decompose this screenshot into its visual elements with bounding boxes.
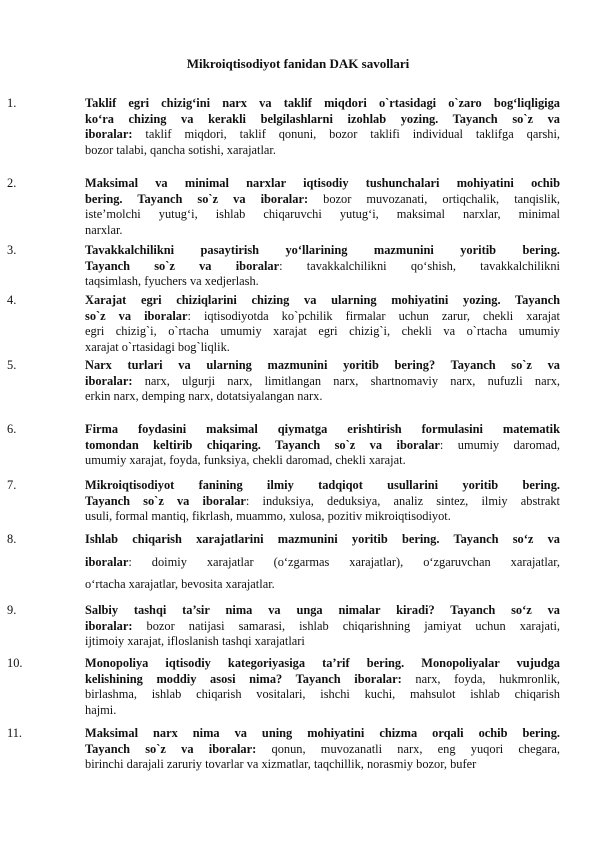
question-item <box>7 528 560 596</box>
question-line <box>85 494 560 510</box>
bold-text: Tavakkalchilikni pasaytirish yo‘llarining mazmunini yoritib bering. <box>85 243 560 257</box>
bold-text: Firma foydasini maksimal qiymatga erishtirish formulasini matematik <box>85 422 560 436</box>
regular-text: xarajat o`rtasidagi bog`liqlik. <box>85 339 230 354</box>
question-line <box>85 453 560 469</box>
regular-text: narxlar. <box>85 222 123 237</box>
regular-text: erkin narx, demping narx, dotatsiyalangan narx. <box>85 389 323 404</box>
question-number: 3. <box>7 243 17 257</box>
question-line <box>85 422 560 438</box>
question-line <box>85 551 560 574</box>
question-line <box>85 438 560 454</box>
regular-text: usuli, formal mantiq, fikrlash, muammo, xulosa, pozitiv mikroiqtisodiyot. <box>85 509 451 524</box>
question-line <box>85 293 560 309</box>
regular-text: : umumiy daromad, <box>439 437 560 452</box>
bold-text: Narx turlari va ularning mazmunini yoritib bering? Tayanch so`z va <box>85 358 560 372</box>
regular-text: qonun, muvozanatli narx, eng yuqori chegara, <box>256 741 560 756</box>
question-line <box>85 176 560 192</box>
question-line <box>85 340 560 356</box>
question-number: 5. <box>7 358 17 372</box>
question-line <box>85 223 560 239</box>
question-item <box>7 293 560 355</box>
bold-text: bering. Tayanch so`z va iboralar: <box>85 191 309 206</box>
bold-text: Ishlab chiqarish xarajatlarini mazmunini yoritib bering. Tayanch so‘z va <box>85 532 560 546</box>
bold-text: Monopoliya iqtisodiy kategoriyasiga ta’rif bering. Monopoliyalar vujudga <box>85 656 560 670</box>
question-line <box>85 672 560 688</box>
regular-text: : iqtisodiyotda ko`pchilik firmalar uchun zarur, chekli xarajat <box>187 308 560 323</box>
question-number: 7. <box>7 478 17 492</box>
bold-text: Tayanch so`z va iboralar <box>85 258 280 273</box>
question-line <box>85 687 560 703</box>
question-line <box>85 726 560 742</box>
question-item <box>7 243 561 290</box>
question-number: 11. <box>7 726 23 740</box>
question-item <box>7 726 560 773</box>
question-item <box>7 603 560 650</box>
question-line <box>85 389 560 405</box>
question-line <box>85 96 560 112</box>
question-line <box>85 243 560 259</box>
bold-text: iboralar <box>85 554 129 569</box>
question-number: 6. <box>7 422 17 436</box>
question-line <box>85 528 560 551</box>
question-line <box>85 274 560 290</box>
question-line <box>85 603 560 619</box>
regular-text: : doimiy xarajatlar (o‘zgarmas xarajatlar), o‘zgaruvchan xarajatlar, <box>128 554 560 569</box>
question-item <box>7 96 560 158</box>
question-item <box>7 358 560 405</box>
regular-text: bozor muvozanati, ortiqchalik, tanqislik, <box>308 191 560 206</box>
regular-text: birlashma, ishlab chiqarish vositalari, ishchi kuchi, mahsulot ishlab chiqarish <box>85 687 560 702</box>
question-line <box>85 143 560 159</box>
question-line <box>85 509 560 525</box>
question-line <box>85 358 560 374</box>
question-number: 9. <box>7 603 17 617</box>
question-number: 4. <box>7 293 17 307</box>
regular-text: taklif miqdori, taklif qonuni, bozor taklifi individual taklifga qarshi, <box>132 127 560 142</box>
bold-text: Salbiy tashqi ta’sir nima va unga nimalar kiradi? Tayanch so‘z va <box>85 603 560 617</box>
question-line <box>85 656 560 672</box>
bold-text: Tayanch so`z va iboralar: <box>85 741 257 756</box>
question-number: 8. <box>7 532 17 546</box>
regular-text: bozor natijasi samarasi, ishlab chiqarishning jamiyat uchun xarajati, <box>132 618 560 633</box>
question-line <box>85 374 560 390</box>
question-item <box>7 656 560 718</box>
regular-text: umumiy xarajat, foyda, funksiya, chekli daromad, chekli xarajat. <box>85 453 406 468</box>
bold-text: Mikroiqtisodiyot fanining ilmiy tadqiqot usullarini yoritib bering. <box>85 478 560 492</box>
bold-text: Taklif egri chizig‘ini narx va taklif miqdori o`rtasidagi o`zaro bog‘liqligiga <box>85 96 560 110</box>
question-line <box>85 192 560 208</box>
question-line <box>85 324 560 340</box>
regular-text: o‘rtacha xarajatlar, bevosita xarajatlar. <box>85 577 275 591</box>
regular-text: narx, foyda, hukmronlik, <box>401 671 560 686</box>
bold-text: Maksimal va minimal narxlar iqtisodiy tushunchalari mohiyatini ochib <box>85 176 560 190</box>
regular-text: egri chizig`i, o`rtacha umumiy xarajat egri chizig`i, chekli va o`rtacha umumiy <box>85 324 560 339</box>
regular-text: taqsimlash, fyuchers va xedjerlash. <box>85 274 259 289</box>
question-line <box>85 757 560 773</box>
bold-text: Tayanch so`z va iboralar <box>85 493 246 508</box>
bold-text: ko‘ra chizing va kerakli belgilashlarni izohlab yozing. Tayanch so`z va <box>85 111 560 126</box>
bold-text: Xarajat egri chiziqlarini chizing va ularning mohiyatini yozing. Tayanch <box>85 293 560 307</box>
regular-text: ijtimoiy xarajat, ifloslanish tashqi xarajatlari <box>85 634 305 649</box>
bold-text: iboralar: <box>85 618 133 633</box>
question-line <box>85 309 560 325</box>
regular-text: : induksiya, deduksiya, analiz sintez, ilmiy abstrakt <box>245 493 560 508</box>
regular-text: narx, ulgurji narx, limitlangan narx, shartnomaviy narx, nufuzli narx, <box>132 373 560 388</box>
bold-text: tomondan keltirib chiqaring. Tayanch so`z va iboralar <box>85 437 440 452</box>
bold-text: iboralar: <box>85 127 133 142</box>
question-item <box>7 176 560 238</box>
bold-text: kelishining moddiy asosi nima? Tayanch iboralar: <box>85 671 402 686</box>
question-line <box>85 207 560 223</box>
question-line <box>85 634 560 650</box>
question-number: 10. <box>7 656 23 670</box>
regular-text: hajmi. <box>85 702 117 717</box>
question-line <box>85 127 560 143</box>
question-number: 1. <box>7 96 17 110</box>
question-item <box>7 422 560 469</box>
question-line <box>85 259 560 275</box>
bold-text: Maksimal narx nima va uning mohiyatini chizma orqali ochib bering. <box>85 726 560 740</box>
question-line <box>85 478 560 494</box>
question-line <box>85 742 560 758</box>
regular-text: : tavakkalchilikni qo‘shish, tavakkalchilikni <box>279 258 561 273</box>
page-title: Mikroiqtisodiyot fanidan DAK savollari <box>186 56 410 71</box>
question-item <box>7 478 560 525</box>
question-line <box>85 573 560 596</box>
regular-text: iste’molchi yutug‘i, ishlab chiqaruvchi yutug‘i, maksimal narxlar, minimal <box>85 207 560 222</box>
bold-text: iboralar: <box>85 373 133 388</box>
regular-text: birinchi darajali zaruriy tovarlar va xizmatlar, taqchillik, norasmiy bozor, bufer <box>85 757 477 772</box>
question-line <box>85 619 560 635</box>
bold-text: so`z va iboralar <box>85 308 188 323</box>
question-line <box>85 703 560 719</box>
regular-text: bozor talabi, qancha sotishi, xarajatlar. <box>85 142 276 157</box>
question-line <box>85 112 560 128</box>
question-number: 2. <box>7 176 17 190</box>
